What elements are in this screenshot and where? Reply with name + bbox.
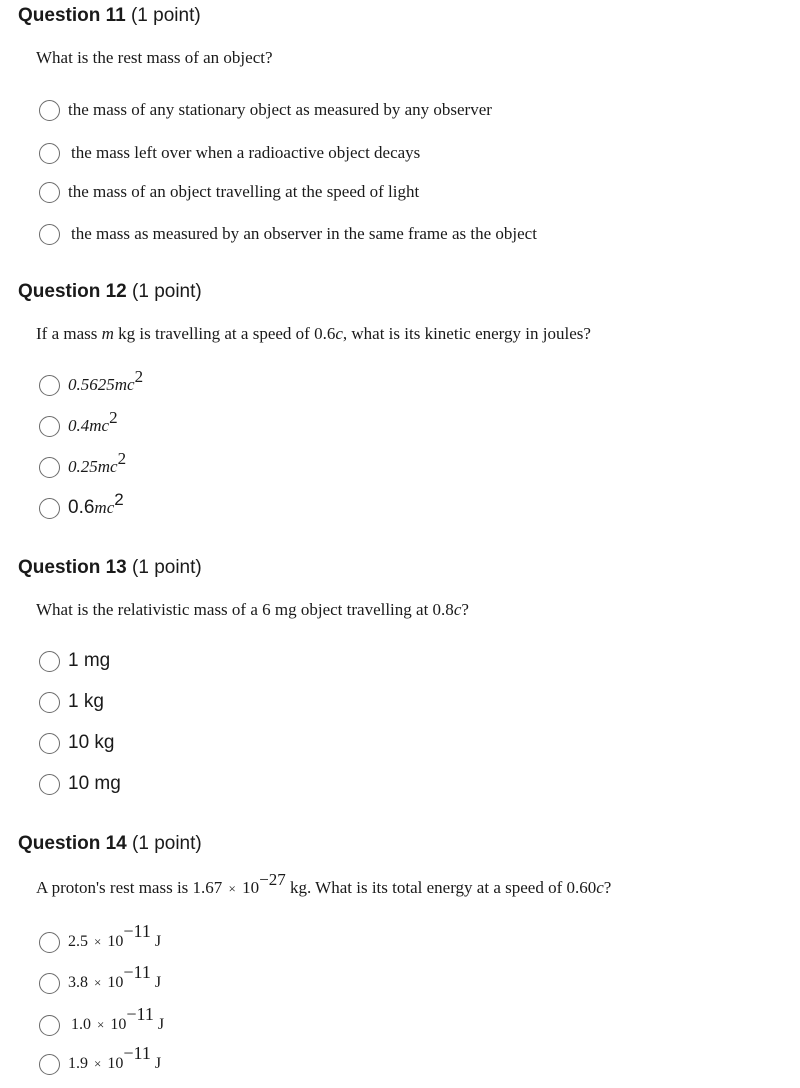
radio-button[interactable] [39,774,60,795]
radio-button[interactable] [39,651,60,672]
option-label [68,490,124,519]
option-label [68,367,144,396]
exponent: 2 [134,367,144,386]
option-a[interactable] [39,367,144,398]
times-sign: × [228,881,236,896]
text-part: 10 [237,878,260,897]
option-d[interactable] [39,490,124,521]
expression-base: 0.25mc [68,457,118,476]
option-b[interactable] [39,408,118,439]
mantissa: 2.5 [68,933,88,950]
times-sign: × [97,1017,105,1032]
unit: J [154,974,162,991]
exponent: 2 [114,490,124,509]
unit: J [154,933,162,950]
option-c[interactable] [39,730,114,756]
option-label: the mass as measured by an observer in the same frame as the object [71,224,537,243]
question-title: Question 13 [18,557,127,578]
text-part: ? [461,600,469,619]
option-label: the mass left over when a radioactive object decays [71,143,421,162]
times-sign: × [94,1056,102,1071]
unit: J [154,1055,162,1072]
option-label [68,449,127,478]
question-text [36,599,469,621]
option-b[interactable] [39,140,420,166]
radio-button[interactable] [39,692,60,713]
exponent: 2 [109,408,118,427]
question-header [18,832,202,856]
option-d[interactable] [39,221,537,247]
radio-button[interactable] [39,1054,60,1075]
radio-button[interactable] [39,1015,60,1036]
question-title: Question 12 [18,281,127,302]
option-d[interactable] [39,771,121,797]
expression-base: mc [94,498,115,517]
question-text: What is the rest mass of an object? [36,48,273,67]
question-title: Question 14 [18,833,127,854]
question-header [18,280,202,304]
question-text [36,323,591,345]
radio-button[interactable] [39,457,60,478]
power-base: 10 [107,1055,124,1072]
text-part: kg is travelling at a speed of 0.6 [113,324,336,343]
text-part: , what is its kinetic energy in joules? [342,324,591,343]
text-part: If a mass [36,324,102,343]
mantissa: 1.0 [71,1016,91,1033]
radio-button[interactable] [39,182,60,203]
option-d[interactable] [39,1043,162,1077]
question-points: (1 point) [132,281,202,302]
variable-c: c [596,878,604,897]
mantissa: 3.8 [68,974,88,991]
radio-button[interactable] [39,733,60,754]
text-part: kg. What is its total energy at a speed of 0.60 [285,878,597,897]
exponent: −11 [126,1004,154,1024]
expression-lead: 0.6 [68,497,95,518]
variable-c: c [453,600,462,619]
exponent: −11 [123,962,151,982]
option-label [68,1043,162,1075]
radio-button[interactable] [39,375,60,396]
option-label: 1 kg [68,691,104,712]
power-base: 10 [110,1016,127,1033]
text-part: What is the relativistic mass of a 6 mg object travelling at 0.8 [36,600,454,619]
question-points: (1 point) [130,5,201,26]
option-label: 10 mg [68,773,121,794]
option-label: the mass of an object travelling at the speed of light [68,182,420,201]
text-part: ? [603,878,612,897]
exponent: −11 [123,1043,151,1063]
exponent: −11 [123,921,151,941]
option-a[interactable] [39,97,492,123]
option-label: 1 mg [68,650,111,671]
variable-c: c [335,324,343,343]
mantissa: 1.9 [68,1055,88,1072]
variable-m: m [101,324,114,343]
option-label: 10 kg [68,732,115,753]
radio-button[interactable] [39,498,60,519]
times-sign: × [94,934,102,949]
option-label [68,408,118,437]
radio-button[interactable] [39,932,60,953]
option-b[interactable] [39,689,104,715]
option-label [68,962,162,994]
option-label [68,921,162,953]
option-a[interactable] [39,921,162,955]
question-header [18,556,202,580]
radio-button[interactable] [39,973,60,994]
power-base: 10 [107,933,124,950]
radio-button[interactable] [39,416,60,437]
question-header [18,4,201,28]
option-label: the mass of any stationary object as measured by any observer [68,100,492,119]
exponent: −27 [259,870,286,889]
option-c[interactable] [39,179,419,205]
text-part: A proton's rest mass is 1.67 [36,878,227,897]
times-sign: × [94,975,102,990]
exponent: 2 [117,449,127,468]
option-label [71,1004,165,1036]
radio-button[interactable] [39,143,60,164]
expression-base: 0.5625mc [68,375,135,394]
expression-base: 0.4mc [68,416,110,435]
option-c[interactable] [39,449,127,480]
unit: J [157,1016,165,1033]
option-c[interactable] [39,1004,165,1038]
question-points: (1 point) [132,833,202,854]
radio-button[interactable] [39,100,60,121]
option-b[interactable] [39,962,162,996]
radio-button[interactable] [39,224,60,245]
power-base: 10 [107,974,124,991]
question-text [36,870,612,900]
question-title: Question 11 [18,5,126,26]
option-a[interactable] [39,648,110,674]
question-points: (1 point) [132,557,202,578]
